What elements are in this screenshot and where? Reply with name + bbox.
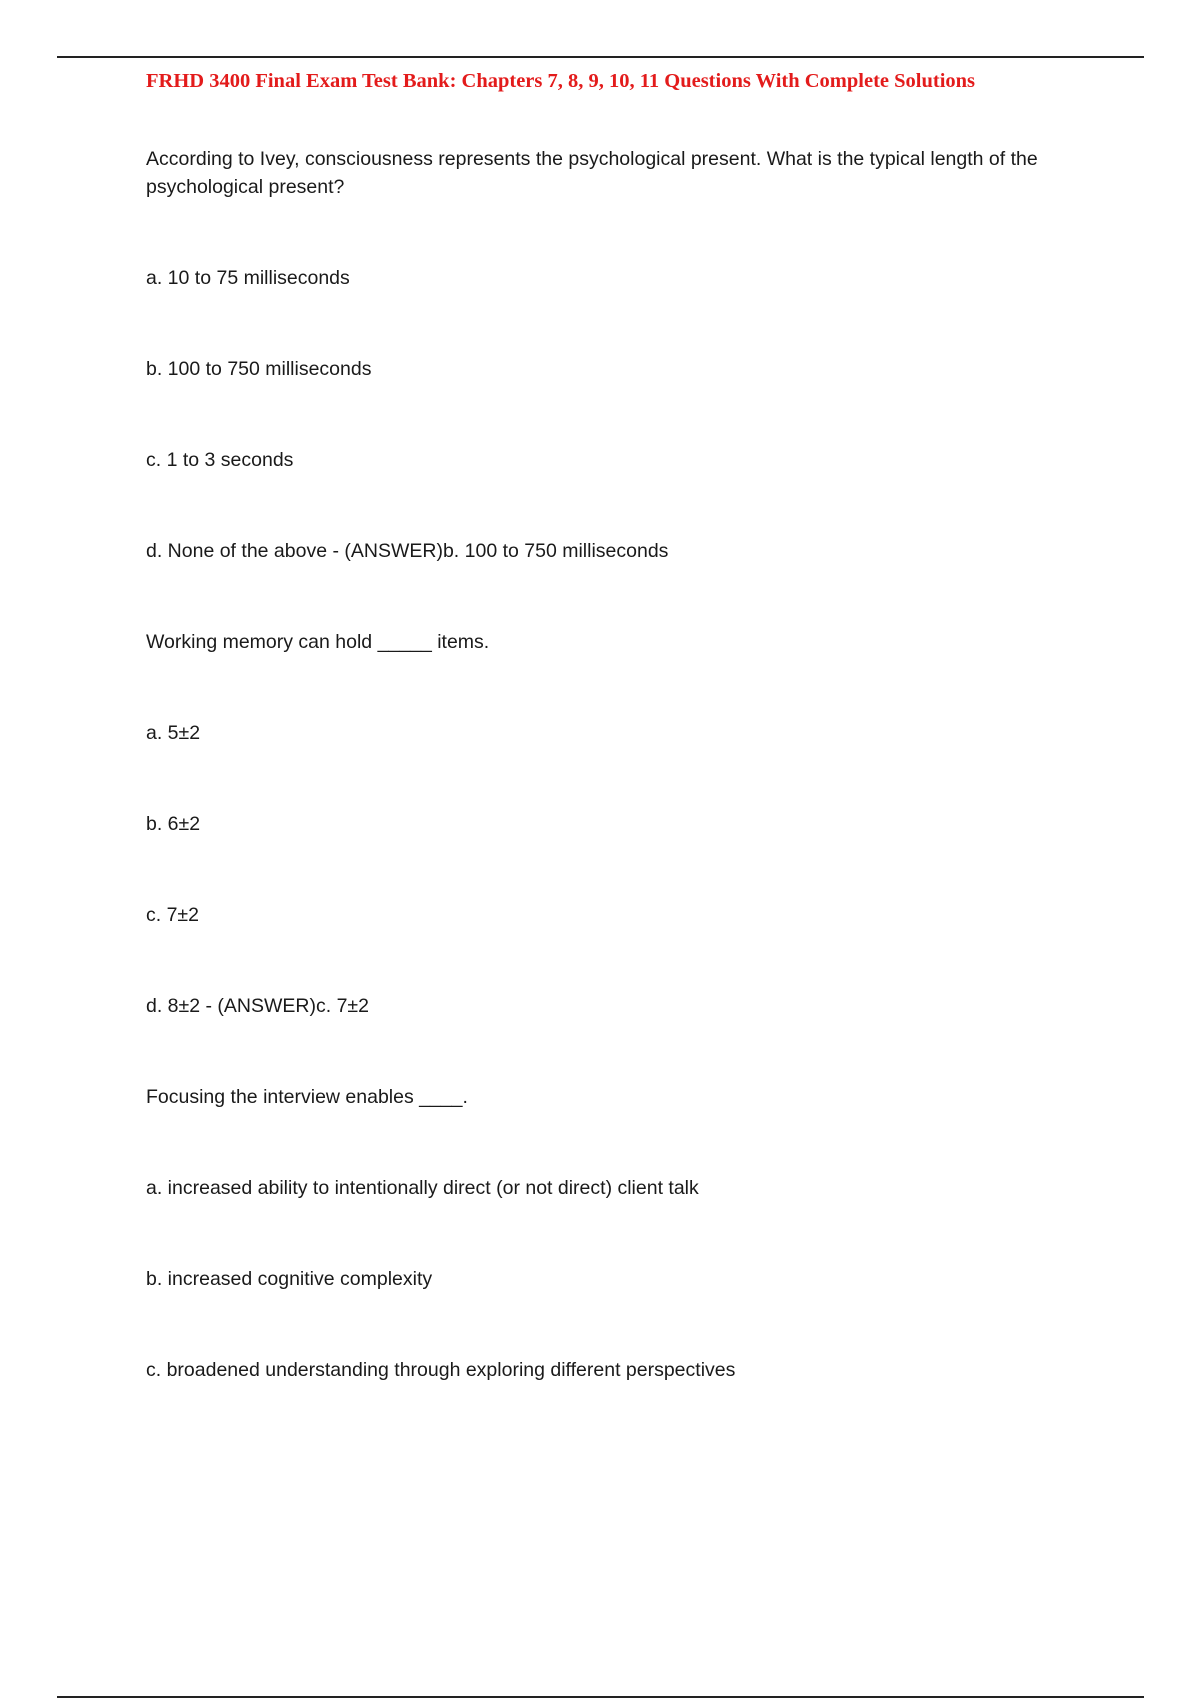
question-2-stem: Working memory can hold _____ items. [146,631,490,653]
question-3-option-b: b. increased cognitive complexity [146,1268,433,1290]
question-2-option-b: b. 6±2 [146,813,201,835]
top-rule [57,56,1144,58]
question-1-option-d-answer: d. None of the above - (ANSWER)b. 100 to 750 milliseconds [146,540,669,562]
question-3-stem: Focusing the interview enables ____. [146,1086,468,1108]
question-1-stem-line-1: According to Ivey, consciousness represents the psychological present. What is the typical length of the [146,148,1038,170]
question-2-option-d-answer: d. 8±2 - (ANSWER)c. 7±2 [146,995,369,1017]
question-3-option-c: c. broadened understanding through exploring different perspectives [146,1359,736,1381]
question-1-option-c: c. 1 to 3 seconds [146,449,294,471]
question-3-option-a: a. increased ability to intentionally direct (or not direct) client talk [146,1177,699,1199]
question-2-option-c: c. 7±2 [146,904,199,926]
question-2-option-a: a. 5±2 [146,722,201,744]
question-1-stem-line-2: psychological present? [146,176,345,198]
document-title: FRHD 3400 Final Exam Test Bank: Chapters 7, 8, 9, 10, 11 Questions With Complete Solutions [146,70,976,92]
bottom-rule [57,1696,1144,1698]
question-1-option-b: b. 100 to 750 milliseconds [146,358,372,380]
question-1-option-a: a. 10 to 75 milliseconds [146,267,350,289]
